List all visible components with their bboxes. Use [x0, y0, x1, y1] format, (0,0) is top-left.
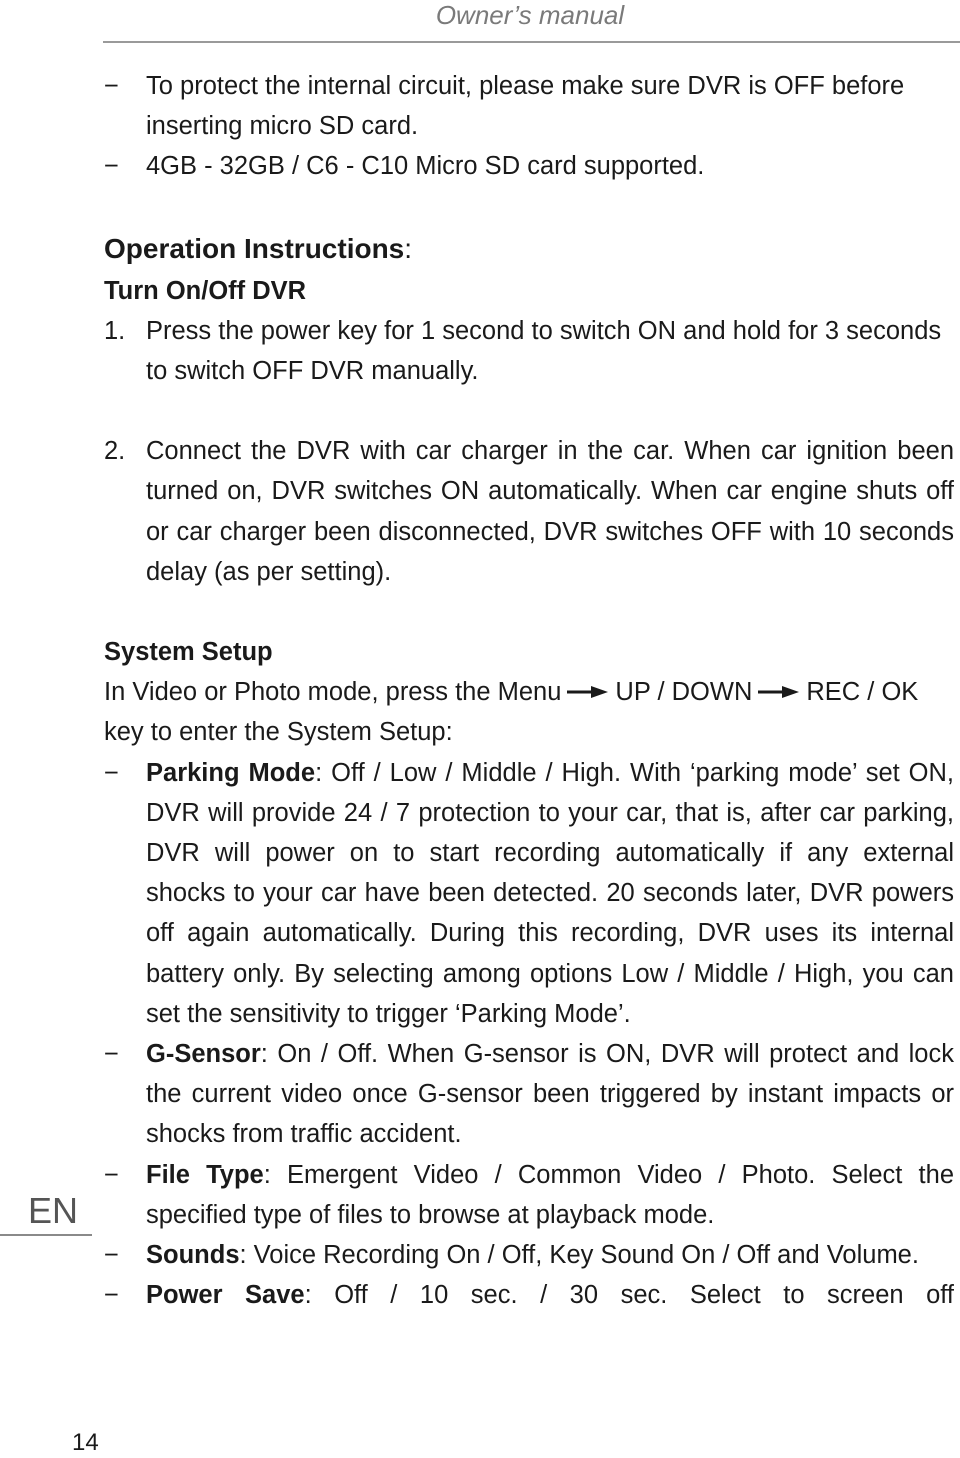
header-title: Owner’s manual	[435, 0, 625, 30]
system-setup-intro-part1: In Video or Photo mode, press the Menu	[104, 678, 562, 707]
header-divider	[103, 41, 960, 43]
operation-heading	[104, 227, 954, 271]
system-setup-intro-part3: REC / OK key to enter the System Setup:	[104, 678, 919, 747]
page-content	[104, 66, 954, 1315]
dash-bullet: −	[104, 1040, 119, 1069]
dash-bullet: −	[104, 758, 119, 787]
system-setup-intro-part2: UP / DOWN	[615, 678, 753, 707]
system-setup-heading: System Setup	[104, 638, 273, 667]
setup-item-g-sensor	[104, 1034, 954, 1155]
operation-subheading: Turn On/Off DVR	[104, 276, 307, 305]
dash-bullet: −	[104, 1241, 119, 1270]
setup-item-power-save	[104, 1275, 954, 1315]
intro-bullet	[104, 146, 954, 186]
dash-bullet: −	[104, 152, 119, 181]
setup-item-text: : Voice Recording On / Off, Key Sound On / Off and Volume.	[239, 1241, 919, 1270]
setup-item-name: File Type	[146, 1160, 264, 1189]
setup-item-text: : Off / Low / Middle / High. With ‘parking mode’ set ON, DVR will provide 24 / 7 protection to your car, that is, after car parking, DVR will power on to start recording automatically if any external shocks to your car have been detected. 20 seconds later, DVR powers off again automatically. During this recording, DVR uses its internal battery only. By selecting among options Low / Middle / High, you can set the sensitivity to trigger ‘Parking Mode’.	[146, 758, 955, 1028]
step-text: Connect the DVR with car charger in the car. When car ignition been turned on, DVR switches ON automatically. When car engine shuts off or car charger been disconnected, DVR switches OFF with 10 seconds delay (as per setting).	[146, 437, 954, 586]
setup-item-sounds	[104, 1235, 954, 1275]
dash-bullet: −	[104, 72, 119, 100]
setup-item-name: Parking Mode	[146, 758, 316, 787]
arrow-right-icon	[565, 685, 609, 699]
dash-bullet: −	[104, 1281, 119, 1310]
arrow-right-icon	[756, 685, 800, 699]
language-tab-label: EN	[28, 1190, 79, 1231]
operation-step	[104, 311, 954, 391]
step-number: 2.	[104, 437, 126, 466]
setup-item-name: G-Sensor	[146, 1040, 261, 1069]
step-number: 1.	[104, 316, 126, 345]
intro-bullet-text: To protect the internal circuit, please make sure DVR is OFF before inserting micro SD card.	[146, 72, 905, 141]
setup-item-name: Sounds	[146, 1241, 240, 1270]
setup-item-text: : Emergent Video / Common Video / Photo. Select the specified type of files to browse at playback mode.	[146, 1160, 954, 1229]
setup-item-parking-mode	[104, 753, 954, 1034]
step-text: Press the power key for 1 second to switch ON and hold for 3 seconds to switch OFF DVR manually.	[146, 316, 942, 386]
setup-item-name: Power Save	[146, 1281, 305, 1310]
operation-step	[104, 431, 954, 592]
page-number: 14	[72, 1429, 99, 1456]
operation-heading-colon: :	[404, 232, 413, 264]
system-setup-intro	[104, 672, 954, 752]
intro-bullet-text: 4GB - 32GB / C6 - C10 Micro SD card supported.	[146, 152, 705, 181]
setup-item-text: : Off / 10 sec. / 30 sec. Select to screen off	[304, 1281, 954, 1310]
setup-item-text: : On / Off. When G-sensor is ON, DVR will protect and lock the current video once G-sensor been triggered by instant impacts or shocks from traffic accident.	[146, 1040, 954, 1149]
intro-bullet	[104, 66, 954, 146]
language-tab-divider	[0, 1234, 92, 1236]
dash-bullet: −	[104, 1160, 119, 1189]
setup-item-file-type	[104, 1155, 954, 1235]
operation-heading-text: Operation Instructions	[104, 232, 405, 264]
